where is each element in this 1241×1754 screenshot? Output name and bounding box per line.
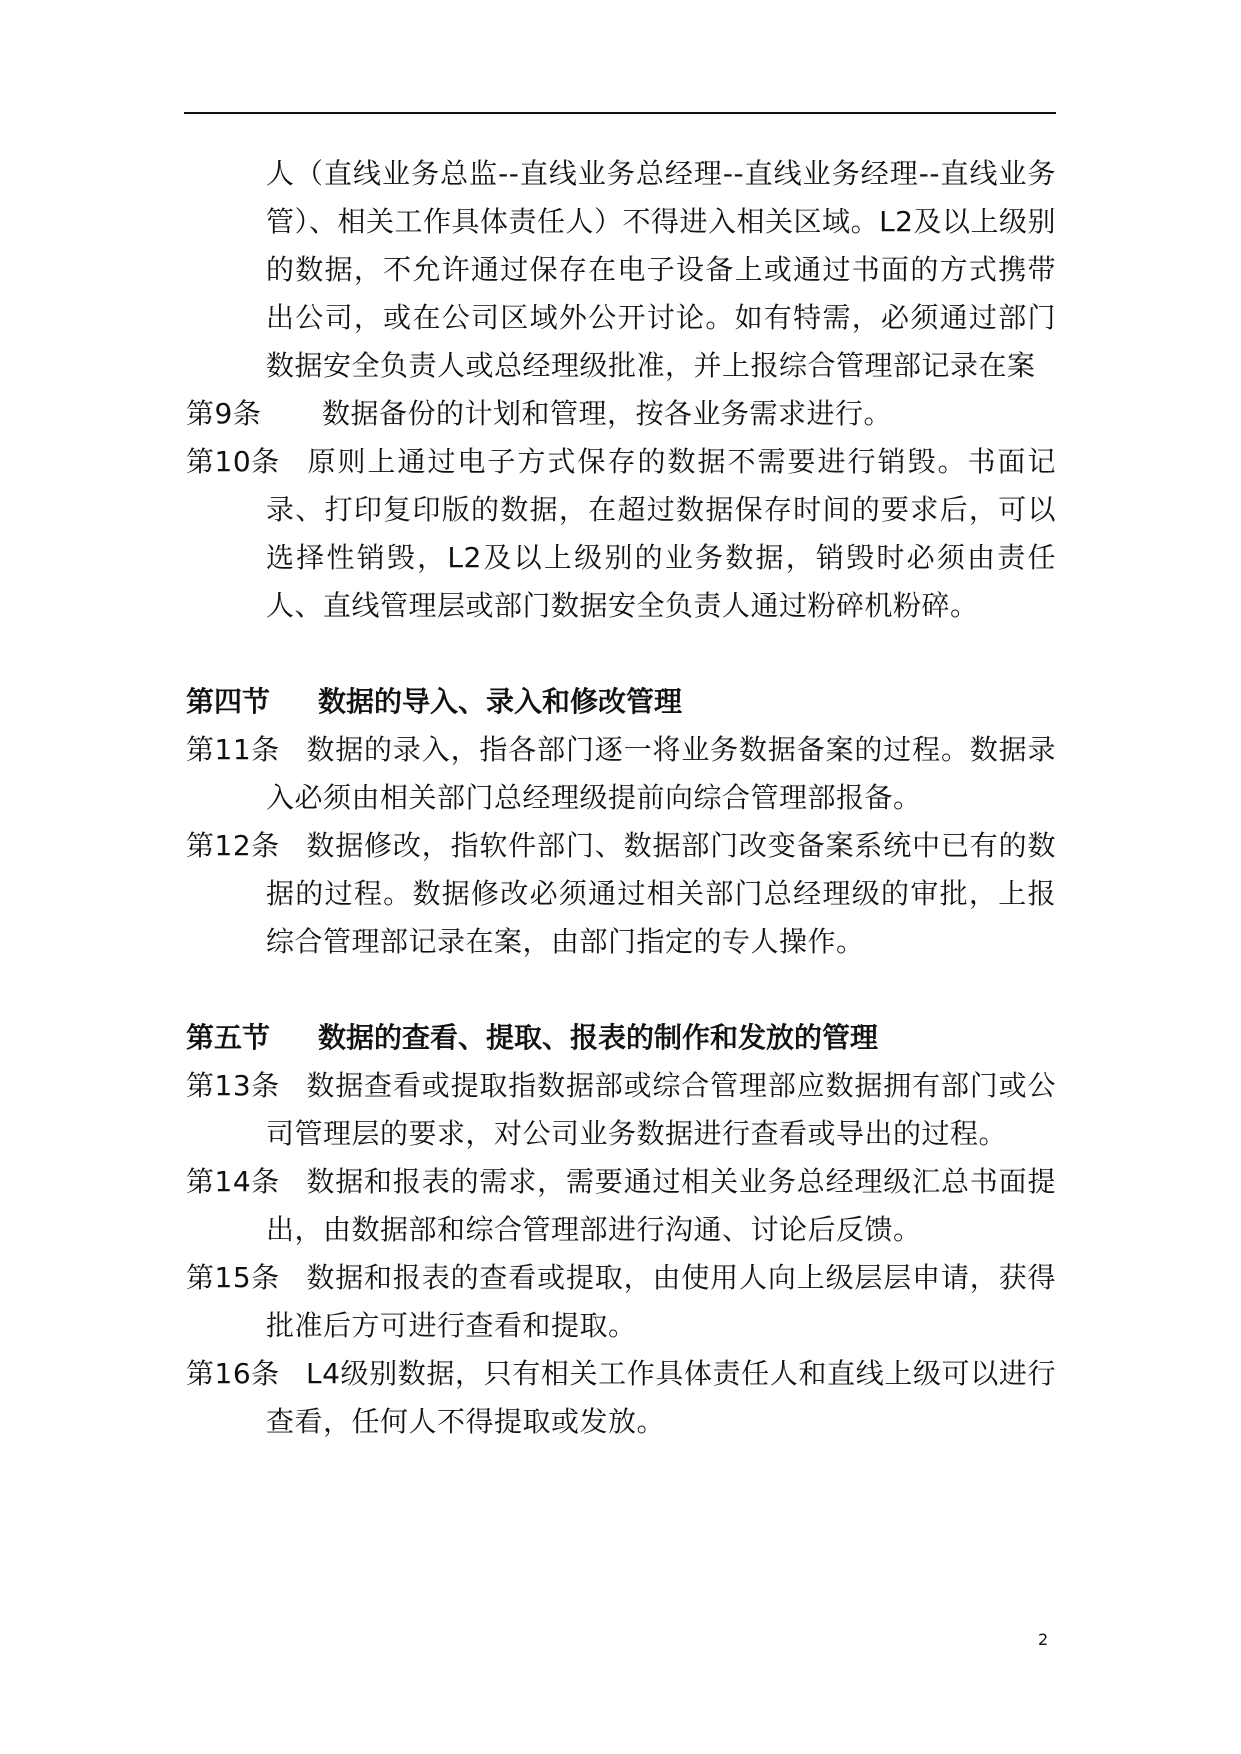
section-number: 第四节 [186, 685, 271, 718]
article-number: 第9条 [186, 397, 262, 430]
article-number: 第15条 [186, 1261, 280, 1294]
section-heading-4 [186, 678, 1056, 726]
article-14 [186, 1158, 1056, 1254]
article-9 [186, 390, 1056, 438]
article-text: 原则上通过电子方式保存的数据不需要进行销毁。书面记录、打印复印版的数据，在超过数据保存时间的要求后，可以选择性销毁，L2及以上级别的业务数据，销毁时必须由责任人、直线管理层或部门数据安全负责人通过粉碎机粉碎。 [266, 445, 1056, 622]
article-text: 数据修改，指软件部门、数据部门改变备案系统中已有的数据的过程。数据修改必须通过相关部门总经理级的审批，上报综合管理部记录在案，由部门指定的专人操作。 [266, 829, 1056, 958]
section-heading-5 [186, 1014, 1056, 1062]
article-10 [186, 438, 1056, 630]
article-13 [186, 1062, 1056, 1158]
intro-paragraph: 人（直线业务总监--直线业务总经理--直线业务经理--直线业务管）、相关工作具体责任人）不得进入相关区域。L2及以上级别的数据，不允许通过保存在电子设备上或通过书面的方式携带出公司，或在公司区域外公开讨论。如有特需，必须通过部门数据安全负责人或总经理级批准，并上报综合管理部记录在案 [266, 157, 1056, 382]
article-text: 数据和报表的查看或提取，由使用人向上级层层申请，获得批准后方可进行查看和提取。 [266, 1261, 1056, 1342]
article-16 [186, 1350, 1056, 1446]
article-number: 第16条 [186, 1357, 280, 1390]
article-15 [186, 1254, 1056, 1350]
article-number: 第14条 [186, 1165, 280, 1198]
article-text: 数据和报表的需求，需要通过相关业务总经理级汇总书面提出，由数据部和综合管理部进行沟通、讨论后反馈。 [266, 1165, 1056, 1246]
document-body [186, 150, 1056, 1446]
article-text: 数据备份的计划和管理，按各业务需求进行。 [322, 397, 893, 430]
article-number: 第13条 [186, 1069, 280, 1102]
section-number: 第五节 [186, 1021, 271, 1054]
article-number: 第10条 [186, 445, 280, 478]
article-11 [186, 726, 1056, 822]
page-number: 2 [1038, 1630, 1049, 1649]
article-number: 第11条 [186, 733, 280, 766]
article-12 [186, 822, 1056, 966]
article-number: 第12条 [186, 829, 280, 862]
article-text: 数据的录入，指各部门逐一将业务数据备案的过程。数据录入必须由相关部门总经理级提前向综合管理部报备。 [266, 733, 1056, 814]
article-text: L4级别数据，只有相关工作具体责任人和直线上级可以进行查看，任何人不得提取或发放。 [266, 1357, 1056, 1438]
header-rule [184, 112, 1056, 114]
section-title: 数据的导入、录入和修改管理 [318, 685, 683, 718]
article-text: 数据查看或提取指数据部或综合管理部应数据拥有部门或公司管理层的要求，对公司业务数据进行查看或导出的过程。 [266, 1069, 1056, 1150]
section-title: 数据的查看、提取、报表的制作和发放的管理 [318, 1021, 879, 1054]
